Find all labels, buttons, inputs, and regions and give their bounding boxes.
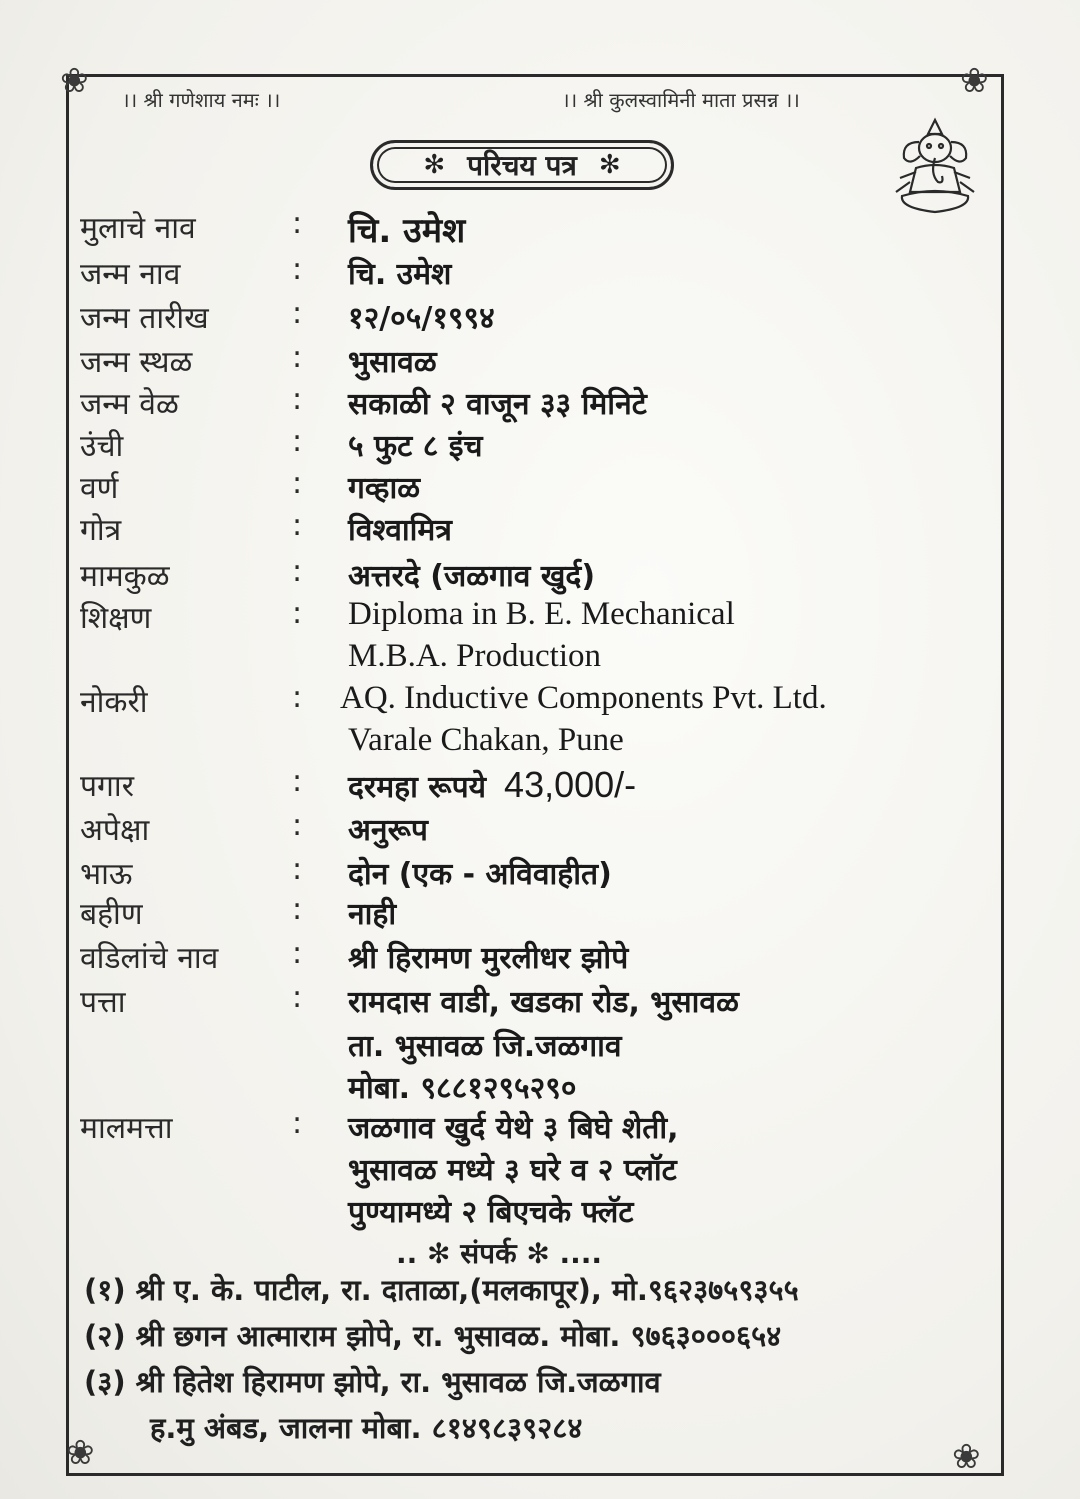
detail-value: चि. उमेश bbox=[348, 257, 452, 292]
detail-colon: : bbox=[292, 424, 303, 459]
contact-line: (१) श्री ए. के. पाटील, रा. दाताळा,(मलकापूर), मो.९६२३७५९३५५ bbox=[84, 1273, 799, 1307]
detail-label: पगार bbox=[80, 769, 134, 804]
detail-value: नाही bbox=[348, 897, 397, 932]
detail-label: पत्ता bbox=[80, 985, 126, 1020]
detail-value: गव्हाळ bbox=[348, 471, 421, 506]
detail-value: AQ. Inductive Components Pvt. Ltd. bbox=[340, 680, 827, 716]
detail-value: भुसावळ bbox=[348, 345, 437, 380]
detail-label: जन्म स्थळ bbox=[80, 345, 193, 380]
detail-value bbox=[348, 764, 636, 806]
detail-value-line3: पुण्यामध्ये २ बिएचके फ्लॅट bbox=[348, 1195, 634, 1230]
detail-value: चि. उमेश bbox=[348, 211, 466, 251]
detail-colon: : bbox=[292, 508, 303, 543]
detail-colon: : bbox=[292, 936, 303, 971]
detail-colon: : bbox=[292, 980, 303, 1015]
detail-value: अनुरूप bbox=[348, 813, 428, 848]
contact-line: (२) श्री छगन आत्माराम झोपे, रा. भुसावळ. मोबा. ९७६३०००६५४ bbox=[84, 1319, 782, 1353]
detail-value: १२/०५/१९९४ bbox=[348, 301, 495, 336]
detail-value: अत्तरदे (जळगाव खुर्द) bbox=[348, 559, 596, 594]
detail-label: मामकुळ bbox=[80, 559, 170, 594]
star-ornament-icon: ✻ bbox=[598, 150, 621, 180]
detail-label: बहीण bbox=[80, 897, 143, 932]
page-title: परिचय पत्र bbox=[467, 149, 577, 182]
detail-value: रामदास वाडी, खडका रोड, भुसावळ bbox=[348, 985, 739, 1020]
detail-colon: : bbox=[292, 852, 303, 887]
detail-colon: : bbox=[292, 596, 303, 631]
detail-label: जन्म नाव bbox=[80, 257, 181, 292]
detail-label: नोकरी bbox=[80, 685, 148, 720]
detail-colon: : bbox=[292, 466, 303, 501]
detail-label: उंची bbox=[80, 429, 124, 464]
title-badge bbox=[370, 140, 674, 190]
detail-value: श्री हिरामण मुरलीधर झोपे bbox=[348, 941, 629, 976]
detail-label: मालमत्ता bbox=[80, 1111, 173, 1146]
detail-colon: : bbox=[292, 296, 303, 331]
detail-colon: : bbox=[292, 764, 303, 799]
detail-label: अपेक्षा bbox=[80, 813, 150, 848]
detail-colon: : bbox=[292, 340, 303, 375]
detail-value: सकाळी २ वाजून ३३ मिनिटे bbox=[348, 387, 647, 422]
detail-colon: : bbox=[292, 808, 303, 843]
corner-ornament-icon: ❀ bbox=[60, 61, 89, 101]
corner-ornament-icon: ❀ bbox=[952, 1437, 981, 1477]
detail-colon: : bbox=[292, 680, 303, 715]
contact-line: (३) श्री हितेश हिरामण झोपे, रा. भुसावळ जि.जळगाव bbox=[84, 1365, 661, 1399]
detail-colon: : bbox=[292, 252, 303, 287]
detail-colon: : bbox=[292, 206, 303, 241]
detail-value: जळगाव खुर्द येथे ३ बिघे शेती, bbox=[348, 1111, 679, 1146]
detail-colon: : bbox=[292, 554, 303, 589]
contact-heading: .. ✻ संपर्क ✻ .... bbox=[396, 1237, 603, 1270]
detail-value: दोन (एक - अविवाहीत) bbox=[348, 857, 612, 892]
salary-amount: 43,000/- bbox=[504, 764, 637, 805]
detail-label: वर्ण bbox=[80, 471, 119, 506]
detail-value: विश्वामित्र bbox=[348, 513, 452, 548]
detail-value-line2: Varale Chakan, Pune bbox=[348, 722, 624, 758]
detail-label: गोत्र bbox=[80, 513, 122, 548]
contact-line: ह.मु अंबड, जालना मोबा. ८१४९८३९२८४ bbox=[150, 1411, 583, 1445]
detail-colon: : bbox=[292, 1106, 303, 1141]
detail-label: वडिलांचे नाव bbox=[80, 941, 219, 976]
invocation-ganesha: ।। श्री गणेशाय नमः ।। bbox=[122, 88, 281, 112]
detail-value-line3: मोबा. ९८८१२९५२९० bbox=[348, 1071, 577, 1106]
detail-colon: : bbox=[292, 382, 303, 417]
detail-label: मुलाचे नाव bbox=[80, 211, 196, 246]
star-ornament-icon: ✻ bbox=[423, 150, 446, 180]
detail-label: भाऊ bbox=[80, 857, 133, 892]
detail-colon: : bbox=[292, 892, 303, 927]
detail-value-line2: M.B.A. Production bbox=[348, 638, 602, 674]
detail-label: शिक्षण bbox=[80, 601, 152, 636]
corner-ornament-icon: ❀ bbox=[960, 61, 989, 101]
detail-label: जन्म वेळ bbox=[80, 387, 179, 422]
salary-prefix: दरमहा रूपये bbox=[348, 770, 487, 805]
detail-value: Diploma in B. E. Mechanical bbox=[348, 596, 735, 632]
detail-label: जन्म तारीख bbox=[80, 301, 209, 336]
detail-value: ५ फुट ८ इंच bbox=[348, 429, 483, 464]
corner-ornament-icon: ❀ bbox=[66, 1433, 95, 1473]
detail-value-line2: ता. भुसावळ जि.जळगाव bbox=[348, 1029, 622, 1064]
ganesha-icon bbox=[880, 112, 990, 222]
invocation-kulswamini: ।। श्री कुलस्वामिनी माता प्रसन्न ।। bbox=[562, 88, 800, 112]
detail-value-line2: भुसावळ मध्ये ३ घरे व २ प्लॉट bbox=[348, 1153, 677, 1188]
